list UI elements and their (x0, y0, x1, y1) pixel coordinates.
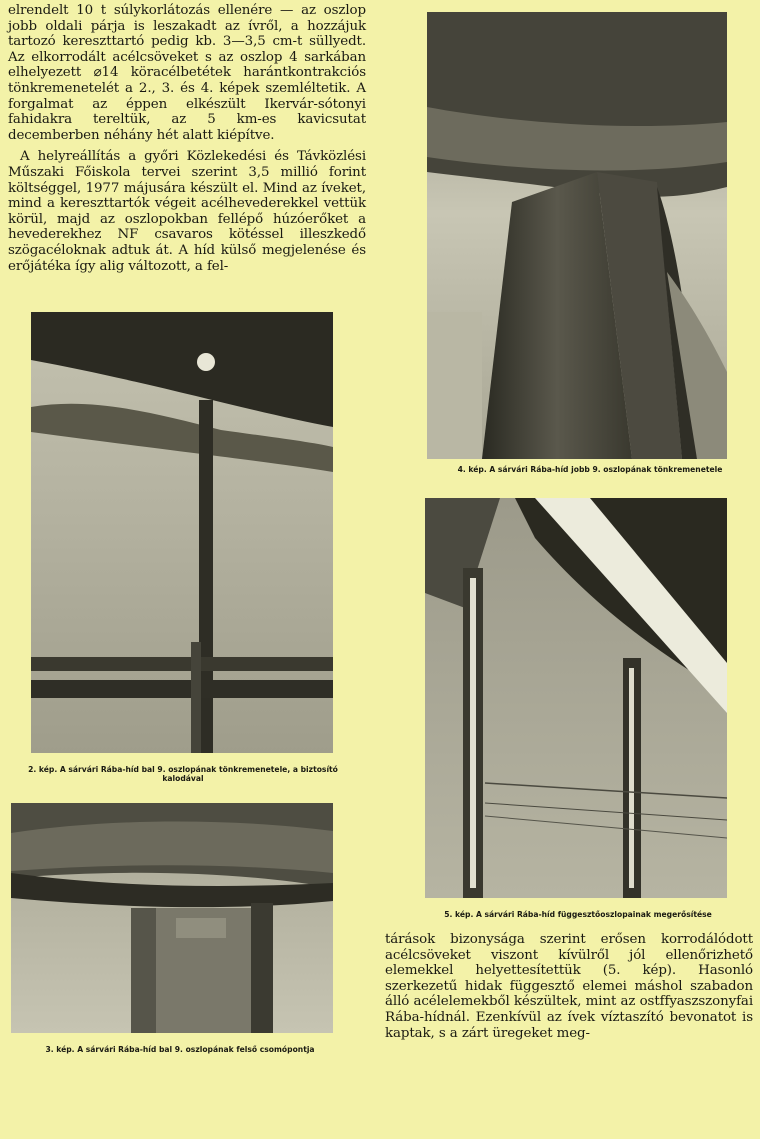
text-column-bottom (385, 932, 753, 1041)
figure-5-caption: 5. kép. A sárvári Rába-híd függesztőoszlopainak megerősítése (444, 910, 712, 919)
paragraph-1: elrendelt 10 t súlykorlátozás ellenére — az oszlop jobb oldali párja is leszakadt az ívről, a hozzájuk tartozó kereszttartó pedig kb. 3—3,5 cm-t süllyedt. Az elkorrodált acélcsöveket s az oszlop 4 sarkában elhelyezett ⌀14 köracélbetétek harántkontrakciós tönkremenetelét a 2., 3. és 4. képek szemléltetik. A forgalmat az éppen elkészült Ikervár-sótonyi fahidakra tereltük, az 5 km-es kavicsutat decemberben néhány hét alatt kiépítve. (8, 3, 366, 143)
figure-4-photo (427, 12, 727, 459)
figure-3-caption: 3. kép. A sárvári Rába-híd bal 9. oszlopának felső csomópontja (45, 1045, 315, 1054)
paragraph-2: A helyreállítás a győri Közlekedési és Távközlési Műszaki Főiskola tervei szerint 3,5 millió forint költséggel, 1977 májusára készült el. Mind az íveket, mind a kereszttartók végeit acélhevederekkel vettük körül, majd az oszlopokban fellépő húzóerőket a hevederekhez NF csavaros kötéssel illeszkedő szögacéloknak adtuk át. A híd külső megjelenése és erőjátéka így alig változott, a fel- (8, 149, 366, 274)
figure-3-photo (11, 803, 333, 1033)
figure-2-caption: 2. kép. A sárvári Rába-híd bal 9. oszlopának tönkremenetele, a biztosító kalodával (28, 765, 338, 783)
paragraph-3: tárások bizonysága szerint erősen korrodálódott acélcsöveket viszont kívülről jól ellenőrizhető elemekkel helyettesítettük (5. kép). Hasonló szerkezetű hidak függesztő elemei máshol szabadon álló acélelemekből készültek, mint az ostffyaszszonyfai Rába-hídnál. Ezenkívül az ívek víztaszító bevonatot is kaptak, s a zárt üregeket meg- (385, 932, 753, 1041)
text-column-top (8, 3, 366, 274)
figure-4-caption: 4. kép. A sárvári Rába-híd jobb 9. oszlopának tönkremenetele (457, 465, 723, 474)
figure-2-photo (31, 312, 333, 753)
figure-5-photo (425, 498, 727, 898)
